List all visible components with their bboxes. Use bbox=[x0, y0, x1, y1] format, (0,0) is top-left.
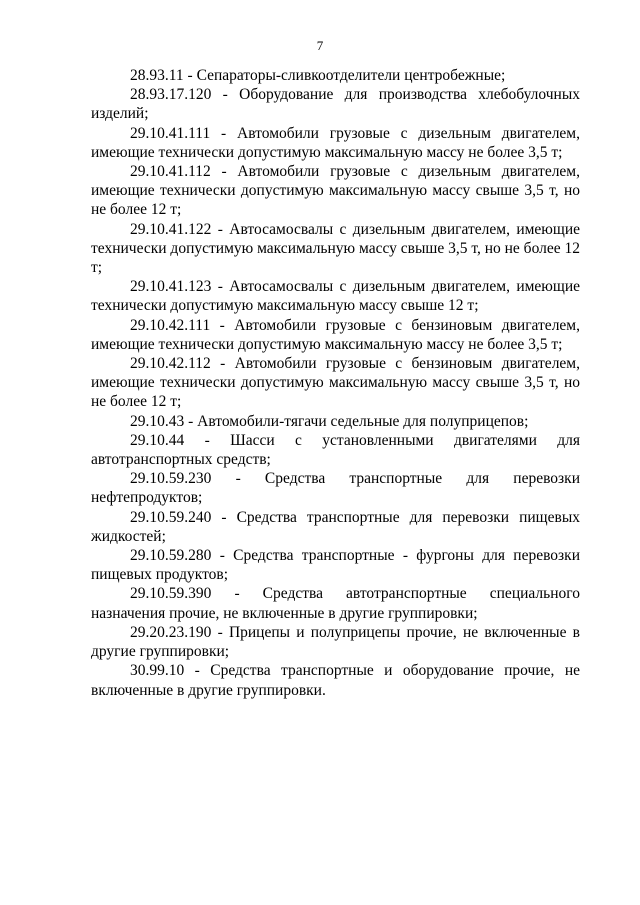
list-item: 30.99.10 - Средства транспортные и оборудование прочие, не включенные в другие группировки. bbox=[91, 662, 580, 699]
list-item: 29.10.41.123 - Автосамосвалы с дизельным двигателем, имеющие технически допустимую максимальную массу свыше 12 т; bbox=[91, 278, 580, 315]
list-item: 29.10.59.280 - Средства транспортные - фургоны для перевозки пищевых продуктов; bbox=[91, 547, 580, 584]
list-item: 29.10.41.122 - Автосамосвалы с дизельным двигателем, имеющие технически допустимую максимальную массу свыше 3,5 т, но не более 12 т; bbox=[91, 220, 580, 277]
list-item: 29.10.59.240 - Средства транспортные для перевозки пищевых жидкостей; bbox=[91, 508, 580, 545]
list-item: 29.20.23.190 - Прицепы и полуприцепы прочие, не включенные в другие группировки; bbox=[91, 623, 580, 661]
list-item: 28.93.11 - Сепараторы-сливкоотделители центробежные; bbox=[130, 67, 506, 84]
list-item: 29.10.44 - Шасси с установленными двигателями для автотранспортных средств; bbox=[91, 431, 580, 469]
classifier-list bbox=[91, 66, 580, 700]
list-item: 28.93.17.120 - Оборудование для производства хлебобулочных изделий; bbox=[91, 86, 580, 123]
page-number: 7 bbox=[316, 38, 324, 53]
list-item: 29.10.43 - Автомобили-тягачи седельные для полуприцепов; bbox=[130, 412, 529, 430]
list-item: 29.10.41.112 - Автомобили грузовые с дизельным двигателем, имеющие технически допустимую максимальную массу свыше 3,5 т, но не более 12 т; bbox=[91, 163, 580, 219]
list-item: 29.10.42.111 - Автомобили грузовые с бензиновым двигателем, имеющие технически допустимую максимальную массу не более 3,5 т; bbox=[91, 316, 580, 353]
list-item: 29.10.59.390 - Средства автотранспортные специального назначения прочие, не включенные в другие группировки; bbox=[91, 585, 580, 622]
list-item: 29.10.42.112 - Автомобили грузовые с бензиновым двигателем, имеющие технически допустимую максимальную массу свыше 3,5 т, но не более 12 т; bbox=[91, 355, 580, 411]
list-item: 29.10.41.111 - Автомобили грузовые с дизельным двигателем, имеющие технически допустимую максимальную массу не более 3,5 т; bbox=[91, 124, 580, 161]
list-item: 29.10.59.230 - Средства транспортные для перевозки нефтепродуктов; bbox=[91, 470, 580, 507]
